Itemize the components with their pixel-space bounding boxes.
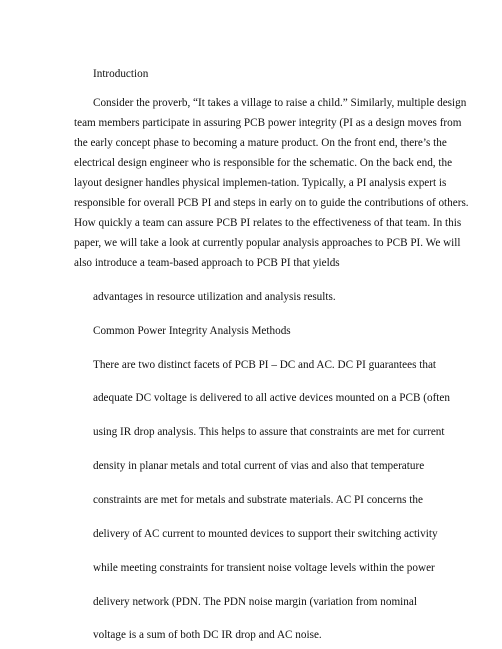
section-line-5: constraints are met for metals and substrate materials. AC PI concerns the	[93, 494, 423, 506]
section-line-7: while meeting constraints for transient noise voltage levels within the power	[93, 562, 435, 574]
section-line-9: voltage is a sum of both DC IR drop and AC noise.	[93, 629, 322, 641]
section-line-2: adequate DC voltage is delivered to all active devices mounted on a PCB (often	[93, 392, 450, 404]
intro-line-6: responsible for overall PCB PI and steps in early on to guide the contributions of others.	[74, 197, 469, 209]
section-heading: Common Power Integrity Analysis Methods	[93, 325, 291, 337]
intro-line-8: paper, we will take a look at currently popular analysis approaches to PCB PI. We will	[74, 237, 461, 249]
section-line-4: density in planar metals and total current of vias and also that temperature	[93, 460, 425, 472]
intro-line-9: also introduce a team-based approach to PCB PI that yields	[74, 257, 340, 269]
section-line-1: There are two distinct facets of PCB PI – DC and AC. DC PI guarantees that	[93, 359, 437, 371]
intro-line-2: team members participate in assuring PCB power integrity (PI as a design moves from	[74, 117, 462, 129]
intro-line-1: Consider the proverb, “It takes a village to raise a child.” Similarly, multiple design	[93, 97, 467, 109]
section-line-3: using IR drop analysis. This helps to assure that constraints are met for current	[93, 426, 445, 438]
section-line-6: delivery of AC current to mounted devices to support their switching activity	[93, 528, 438, 540]
intro-continuation: advantages in resource utilization and analysis results.	[93, 291, 336, 303]
intro-line-7: How quickly a team can assure PCB PI relates to the effectiveness of that team. In this	[74, 217, 462, 229]
intro-line-4: electrical design engineer who is responsible for the schematic. On the back end, the	[74, 157, 453, 169]
intro-heading: Introduction	[93, 68, 149, 80]
section-line-8: delivery network (PDN. The PDN noise margin (variation from nominal	[93, 596, 417, 608]
intro-line-3: the early concept phase to becoming a mature product. On the front end, there’s the	[74, 137, 447, 149]
intro-line-5: layout designer handles physical implemen-tation. Typically, a PI analysis expert is	[74, 177, 447, 189]
